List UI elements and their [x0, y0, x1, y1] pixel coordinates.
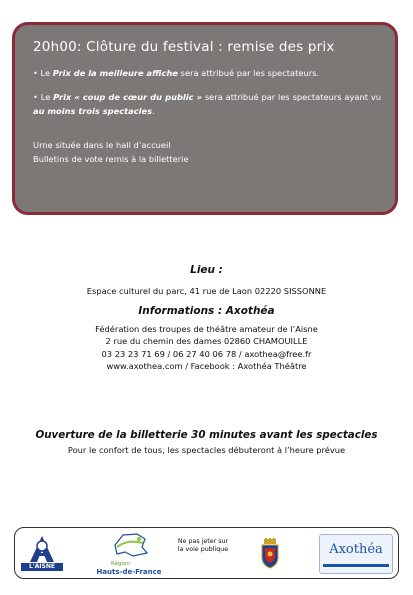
region-map-icon [93, 533, 165, 557]
aisne-label: L'AISNE [21, 563, 63, 571]
axothea-logo [319, 534, 393, 574]
informations-section [0, 305, 413, 373]
region-label: Hauts-de-France [96, 568, 162, 576]
info-line1: Fédération des troupes de théâtre amateur de l’Aisne [95, 323, 318, 334]
bullet2-em2: au moins trois spectacles [33, 106, 153, 116]
billetterie-note: Pour le confort de tous, les spectacles débuteront à l’heure prévue [67, 444, 346, 455]
info-line2: 2 rue du chemin des dames 02860 CHAMOUILLE [105, 336, 308, 346]
festival-closing-card [12, 22, 398, 215]
lieu-address: Espace culturel du parc, 41 rue de Laon 02220 SISSONNE [86, 285, 327, 296]
ballot-note: Bulletins de vote remis à la billetterie [33, 154, 189, 164]
region-small-label: Région [111, 561, 130, 567]
billetterie-section [0, 429, 413, 456]
axothea-underline [323, 564, 389, 567]
bullet2-em: Prix « coup de cœur du public » [53, 92, 203, 102]
crest-icon [259, 538, 281, 570]
coat-of-arms-logo [259, 538, 281, 570]
informations-heading: Informations : Axothéa [138, 305, 275, 317]
info-line3: 03 23 23 71 69 / 06 27 40 06 78 / axothea@free.fr [101, 348, 312, 359]
info-line4: www.axothea.com / Facebook : Axothéa Théâtre [106, 361, 307, 371]
urn-note: Urne située dans le hall d’accueil [33, 140, 171, 150]
card-title: 20h00: Clôture du festival : remise des prix [33, 39, 335, 55]
hauts-de-france-logo [93, 533, 165, 575]
billetterie-heading: Ouverture de la billetterie 30 minutes avant les spectacles [35, 429, 378, 441]
prize-public-text [33, 90, 381, 118]
axothea-label: Axothéa [329, 542, 383, 557]
aisne-logo [21, 534, 63, 572]
bullet1-post: sera attribué par les spectateurs. [177, 68, 320, 78]
ne-pas-jeter-notice: Ne pas jeter sur la voie publique [177, 538, 229, 553]
bullet2-post: . [152, 106, 155, 116]
bullet2-pre: • Le [33, 92, 54, 102]
bullet2-mid: sera attribué par les spectateurs ayant vu [202, 92, 381, 102]
lieu-heading: Lieu : [190, 264, 223, 276]
partner-logos-footer [14, 527, 399, 579]
bullet1-pre: • Le [33, 68, 53, 78]
aisne-emblem-icon [21, 534, 63, 564]
prize-poster-text [33, 66, 381, 80]
voting-notes [33, 138, 381, 166]
lieu-section [0, 264, 413, 297]
bullet1-em: Prix de la meilleure affiche [52, 68, 178, 78]
